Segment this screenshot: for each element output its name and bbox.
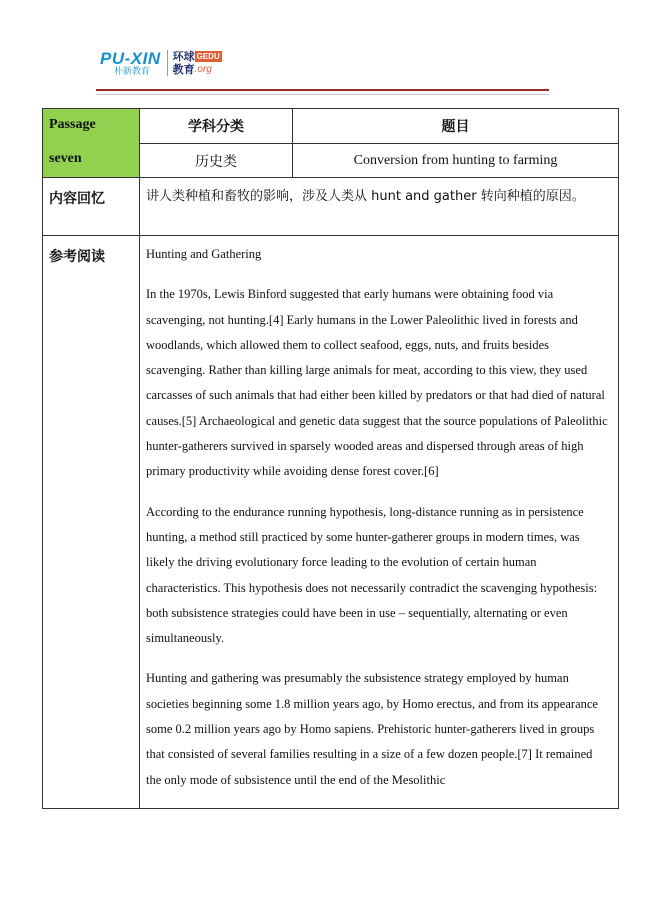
reading-paragraph: In the 1970s, Lewis Binford suggested that early humans were obtaining food via scavenging, not hunting.[4] Early humans in the Lower Paleolithic lived in forests and woodlands, which allowed them to collect seafood, eggs, nuts, and fruits besides scavenging. Rather than killing large animals for meat, according to this view, they used carcasses of such animals that had either been killed by predators or that had died of natural causes.[5] Archaeological and genetic data suggest that the source populations of Paleolithic hunter-gatherers survived in sparsely wooded areas and dispersed through areas of high primary productivity while avoiding dense forest cover.[6] (146, 287, 608, 479)
reading-label: 参考阅读 (43, 236, 140, 809)
puxin-chinese-name: 朴新教育 (114, 67, 151, 77)
passage-number-cell (43, 109, 140, 178)
passage-line1: Passage (49, 117, 96, 132)
gedu-chinese-line2: 教育 (172, 63, 195, 76)
reading-paragraph: Hunting and gathering was presumably the subsistence strategy employed by human societies beginning some 1.8 million years ago, by Homo erectus, and from its appearance some 0.2 million years ago by Homo sapiens. Prehistoric hunter-gatherers lived in groups that consisted of several families resulting in a size of a few dozen people.[7] It remained the only mode of subsistence until the end of the Mesolithic (146, 671, 598, 787)
recall-row (43, 178, 619, 236)
table-header-row (43, 109, 619, 144)
reading-paragraph: According to the endurance running hypothesis, long-distance running as in persistence hunting, a method still practiced by some hunter-gatherer groups in modern times, was likely the driving evolutionary force leading to the evolution of certain human characteristics. This hypothesis does not necessarily contradict the scavenging hypothesis: both subsistence strategies could have been in use – sequentially, alternating or even simultaneously. (146, 504, 598, 646)
gedu-domain: .org (194, 64, 212, 75)
reading-row (43, 236, 619, 809)
logo-divider (167, 50, 168, 76)
logo (100, 50, 222, 77)
reading-title: Hunting and Gathering (146, 247, 262, 261)
recall-label: 内容回忆 (43, 178, 140, 236)
gedu-logo (173, 50, 222, 76)
gedu-chinese-line1: 环球 (172, 50, 195, 63)
topic-header: 题目 (293, 109, 619, 144)
puxin-logo (100, 50, 161, 77)
subject-header: 学科分类 (140, 109, 293, 144)
subject-value: 历史类 (140, 144, 293, 178)
passage-line2: seven (49, 151, 82, 166)
passage-table (42, 108, 619, 809)
puxin-wordmark: PU-XIN (100, 49, 161, 68)
header-rule-grey (96, 94, 549, 95)
header-rule-red (96, 89, 549, 91)
reading-content (140, 236, 619, 809)
gedu-badge: GEDU (196, 52, 220, 61)
page-header (100, 50, 560, 84)
recall-text: 讲人类种植和畜牧的影响，涉及人类从 hunt and gather 转向种植的原因。 (140, 178, 619, 236)
topic-value: Conversion from hunting to farming (293, 144, 619, 178)
